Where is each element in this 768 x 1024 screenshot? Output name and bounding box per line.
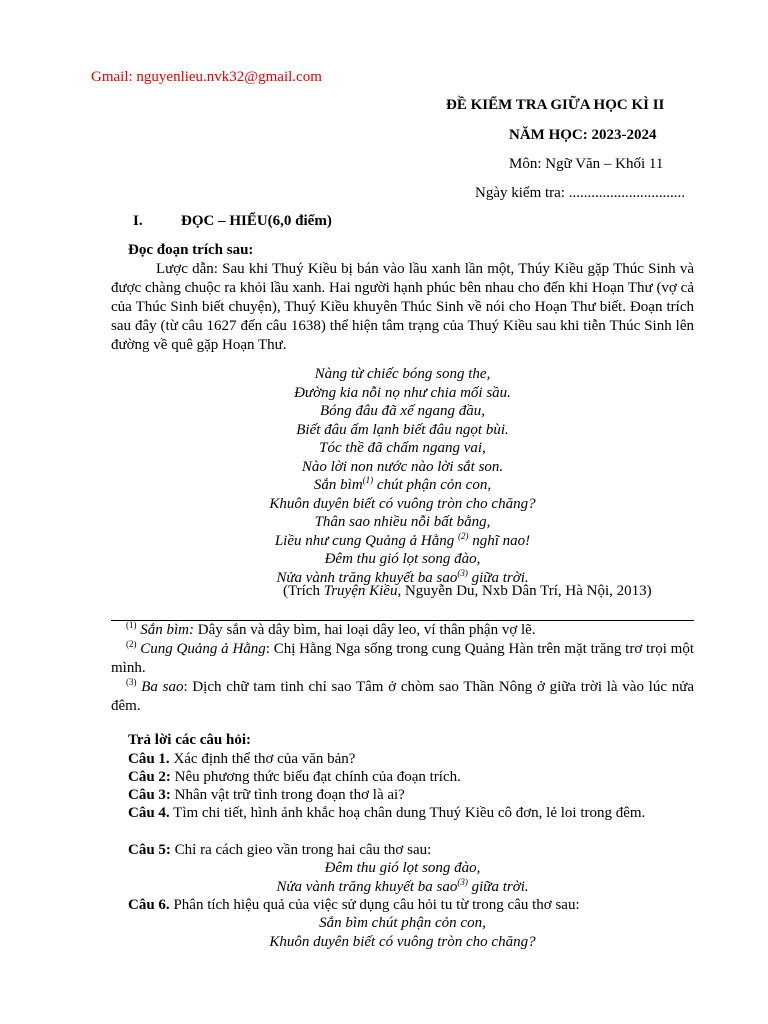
footnote-1: $^{(1)}$ Sắn bìm: Dây sắn và dây bìm, hai loại dây leo, ví thân phận vợ lẽ.: [126, 620, 536, 638]
reading-instruction: Đọc đoạn trích sau:: [128, 242, 254, 258]
footnote-ref: (2): [458, 530, 469, 541]
poem-line: Đường kia nỗi nọ như chia mối sầu.: [294, 384, 511, 401]
school-year: NĂM HỌC: 2023-2024: [509, 127, 657, 143]
footnote-3: $^{(3)}$ Ba sao: Dịch chữ tam tinh chỉ sao Tâm ở chòm sao Thần Nông ở giữa trời là vào lúc nửa đêm.: [111, 677, 695, 714]
exam-date: Ngày kiểm tra: ...............................: [475, 185, 685, 201]
poem-line: Tóc thề đã chấm ngang vai,: [319, 440, 486, 456]
section-number: I.: [133, 213, 143, 229]
question-5-verse: [111, 859, 694, 896]
question-1: Câu 1. Xác định thể thơ của văn bản?: [128, 751, 356, 767]
footnote-ref: (3): [457, 567, 468, 578]
poem-line: Nửa vành trăng khuyết ba sao$^{(3)}$ giữa trời.: [276, 567, 529, 586]
source-citation: (Trích Truyện Kiều, Nguyễn Du, Nxb Dân Trí, Hà Nội, 2013): [283, 583, 652, 599]
poem-line: Nào lời non nước nào lời sắt son.: [301, 458, 504, 475]
verse-line: Nửa vành trăng khuyết ba sao$^{(3)}$ giữa trời.: [276, 876, 529, 895]
footnote-2: $^{(2)}$ Cung Quảng ả Hằng: Chị Hằng Nga sống trong cung Quảng Hàn trên mặt trăng trơ trọi một mình.: [111, 639, 694, 676]
poem-line: Nàng từ chiếc bóng song the,: [314, 366, 491, 382]
verse-line: Khuôn duyên biết có vuông tròn cho chăng?: [269, 933, 536, 950]
poem: [111, 365, 694, 587]
poem-line: Liều như cung Quảng ả Hằng $^{(2)}$ nghĩ nao!: [274, 530, 531, 549]
poem-line: Bóng đâu đã xế ngang đầu,: [320, 403, 485, 419]
gmail-contact: Gmail: nguyenlieu.nvk32@gmail.com: [91, 69, 322, 85]
poem-line: Thân sao nhiều nỗi bất bằng,: [314, 514, 491, 530]
section-title: ĐỌC – HIỂU(6,0 điểm): [181, 213, 332, 229]
poem-line: Đêm thu gió lọt song đào,: [324, 551, 481, 567]
question-5: Câu 5: Chỉ ra cách gieo vần trong hai câu thơ sau:: [128, 842, 432, 858]
question-2: Câu 2: Nêu phương thức biểu đạt chính của đoạn trích.: [128, 769, 461, 785]
footnote-ref: (1): [362, 475, 374, 485]
poem-line: Sắn bìm$^{(1)}$ chút phận cỏn con,: [313, 475, 492, 493]
poem-line: Biết đâu ấm lạnh biết đâu ngọt bùi.: [296, 421, 509, 438]
verse-line: Đêm thu gió lọt song đào,: [324, 860, 481, 876]
question-3: Câu 3: Nhân vật trữ tình trong đoạn thơ là ai?: [128, 787, 405, 803]
question-6: Câu 6. Phân tích hiệu quả của việc sử dụng câu hỏi tu từ trong câu thơ sau:: [128, 897, 580, 913]
poem-line: Khuôn duyên biết có vuông tròn cho chăng?: [269, 495, 536, 512]
question-4: Câu 4. Tìm chi tiết, hình ảnh khắc hoạ chân dung Thuý Kiều cô đơn, lẻ loi trong đêm.: [128, 805, 646, 821]
exam-title: ĐỀ KIỂM TRA GIỮA HỌC KÌ II: [446, 97, 665, 113]
question-6-verse: [111, 914, 694, 951]
reading-intro: Lược dẫn: Sau khi Thuý Kiều bị bán vào lầu xanh lần một, Thúy Kiều gặp Thúc Sinh và được chàng chuộc ra khỏi lầu xanh. Hai người hạnh phúc bên nhau cho đến khi Hoạn Thư (vợ cả của Thúc Sinh biết chuyện), Thuý Kiều khuyên Thúc Sinh về nói cho Hoạn Thư biết. Đoạn trích sau đây (từ câu 1627 đến câu 1638) thể hiện tâm trạng của Thuý Kiều sau khi tiễn Thúc Sinh lên đường về quê gặp Hoạn Thư.: [111, 261, 694, 353]
footnote-ref: (3): [457, 876, 468, 887]
verse-line: Sắn bìm chút phận cỏn con,: [319, 915, 486, 931]
subject-line: Môn: Ngữ Văn – Khối 11: [509, 156, 664, 172]
questions-heading: Trả lời các câu hỏi:: [128, 732, 252, 748]
